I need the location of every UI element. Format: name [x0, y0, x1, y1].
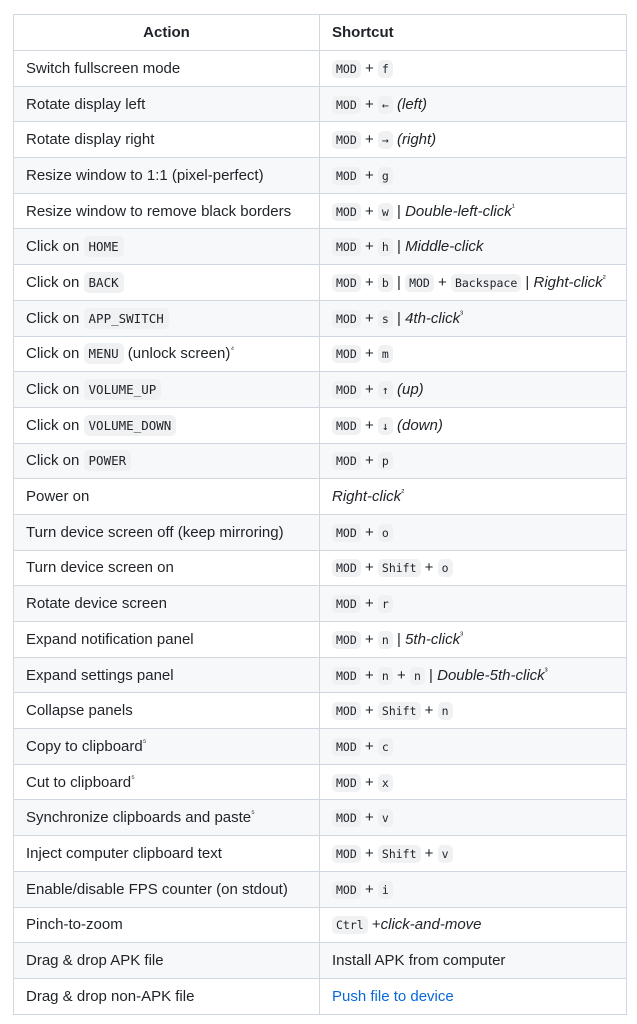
cell-text: +: [420, 844, 438, 862]
cell-text: Click on: [26, 309, 84, 327]
cell-text: +: [360, 809, 378, 827]
cell-text: Cut to clipboard: [26, 773, 132, 791]
table-row: [14, 229, 627, 265]
table-row: [14, 907, 627, 943]
key-code: MOD: [332, 167, 361, 185]
key-code: Shift: [378, 845, 421, 863]
shortcut-cell: [320, 800, 627, 836]
link[interactable]: Push file to device: [332, 987, 454, 1005]
table-row: [14, 943, 627, 979]
mouse-action-text: 4th-click: [405, 309, 461, 327]
key-code: b: [378, 274, 393, 292]
shortcut-cell: [320, 122, 627, 158]
key-code: c: [378, 738, 393, 756]
key-code: MOD: [332, 96, 361, 114]
cell-text: +: [360, 131, 378, 149]
mouse-action-text: Double-5th-click: [437, 666, 545, 684]
table-row: [14, 764, 627, 800]
key-code: MOD: [332, 809, 361, 827]
mouse-action-text: Middle-click: [405, 238, 484, 256]
cell-text: +: [360, 595, 378, 613]
table-row: [14, 800, 627, 836]
cell-text: +: [360, 666, 378, 684]
cell-text: +: [360, 416, 378, 434]
action-cell: [14, 907, 320, 943]
cell-text: Rotate device screen: [26, 595, 167, 613]
shortcut-cell: [320, 372, 627, 408]
table-row: [14, 443, 627, 479]
action-cell: [14, 514, 320, 550]
action-cell: [14, 479, 320, 515]
key-code: ↓: [378, 417, 393, 435]
key-code: MOD: [332, 131, 361, 149]
shortcut-cell: [320, 764, 627, 800]
cell-text: +: [420, 559, 438, 577]
action-cell: [14, 158, 320, 194]
cell-text: +: [360, 273, 378, 291]
shortcut-cell: [320, 407, 627, 443]
action-cell: [14, 693, 320, 729]
cell-text: +: [360, 95, 378, 113]
mouse-action-text: Right-click: [533, 273, 603, 291]
mouse-action-text: (right): [397, 131, 437, 149]
cell-text: Expand notification panel: [26, 630, 194, 648]
cell-text: Resize window to remove black borders: [26, 202, 292, 220]
cell-text: +: [392, 666, 410, 684]
cell-text: |: [392, 238, 406, 256]
shortcut-cell: [320, 514, 627, 550]
mouse-action-text: Double-left-click: [405, 202, 512, 220]
key-code: x: [378, 774, 393, 792]
cell-text: Install APK from computer: [332, 952, 506, 970]
key-code: MOD: [332, 203, 361, 221]
shortcut-cell: [320, 193, 627, 229]
key-code: w: [378, 203, 393, 221]
footnote-marker: ³: [544, 665, 548, 676]
key-code: MOD: [332, 60, 361, 78]
key-code: →: [378, 131, 393, 149]
action-cell: [14, 800, 320, 836]
action-cell: [14, 836, 320, 872]
key-code: MOD: [332, 702, 361, 720]
cell-text: +: [360, 737, 378, 755]
cell-text: +: [433, 273, 451, 291]
shortcut-cell: [320, 586, 627, 622]
key-code: VOLUME_DOWN: [84, 415, 177, 436]
cell-text: |: [392, 202, 406, 220]
table-row: [14, 978, 627, 1014]
shortcut-cell: [320, 657, 627, 693]
cell-text: Rotate display left: [26, 95, 146, 113]
cell-text: Pinch-to-zoom: [26, 916, 123, 934]
table-row: [14, 336, 627, 372]
key-code: VOLUME_UP: [84, 379, 162, 400]
mouse-action-text: Right-click: [332, 488, 402, 506]
key-code: MOD: [332, 345, 361, 363]
cell-text: Turn device screen off (keep mirroring): [26, 523, 284, 541]
shortcut-cell: [320, 265, 627, 301]
key-code: h: [378, 238, 393, 256]
key-code: MOD: [332, 631, 361, 649]
cell-text: |: [392, 273, 406, 291]
key-code: i: [378, 881, 393, 899]
shortcut-cell: [320, 479, 627, 515]
key-code: MOD: [332, 559, 361, 577]
key-code: n: [378, 667, 393, 685]
shortcut-cell: [320, 622, 627, 658]
key-code: f: [378, 60, 393, 78]
cell-text: Drag & drop non-APK file: [26, 987, 195, 1005]
action-cell: [14, 978, 320, 1014]
cell-text: Click on: [26, 238, 84, 256]
key-code: MOD: [332, 845, 361, 863]
table-row: [14, 657, 627, 693]
key-code: MOD: [332, 881, 361, 899]
cell-text: +: [360, 702, 378, 720]
key-code: o: [438, 559, 453, 577]
cell-text: Inject computer clipboard text: [26, 844, 222, 862]
key-code: v: [378, 809, 393, 827]
shortcut-cell: [320, 943, 627, 979]
cell-text: +: [360, 202, 378, 220]
mouse-action-text: (down): [397, 416, 443, 434]
key-code: o: [378, 524, 393, 542]
shortcut-cell: [320, 693, 627, 729]
footnote-marker: ²: [602, 272, 606, 283]
mouse-action-text: click-and-move: [380, 916, 482, 934]
key-code: p: [378, 452, 393, 470]
shortcut-cell: [320, 86, 627, 122]
key-code: Ctrl: [332, 916, 368, 934]
key-code: ↑: [378, 381, 393, 399]
table-row: [14, 729, 627, 765]
cell-text: Resize window to 1:1 (pixel-perfect): [26, 166, 264, 184]
action-cell: [14, 443, 320, 479]
key-code: g: [378, 167, 393, 185]
key-code: HOME: [84, 236, 124, 257]
cell-text: |: [392, 309, 406, 327]
table-row: [14, 193, 627, 229]
shortcut-cell: [320, 729, 627, 765]
cell-text: Copy to clipboard: [26, 737, 143, 755]
action-cell: [14, 407, 320, 443]
action-cell: [14, 729, 320, 765]
cell-text: +: [360, 773, 378, 791]
key-code: r: [378, 595, 393, 613]
cell-text: +: [367, 916, 381, 934]
mouse-action-text: 5th-click: [405, 630, 461, 648]
action-cell: [14, 193, 320, 229]
footnote-marker: ⁵: [131, 772, 135, 783]
action-cell: [14, 300, 320, 336]
key-code: MOD: [332, 310, 361, 328]
footnote-marker: ³: [460, 308, 464, 319]
table-row: [14, 122, 627, 158]
key-code: ←: [378, 96, 393, 114]
cell-text: +: [420, 702, 438, 720]
cell-text: Switch fullscreen mode: [26, 59, 181, 77]
cell-text: Click on: [26, 416, 84, 434]
table-row: [14, 51, 627, 87]
cell-text: +: [360, 844, 378, 862]
cell-text: Click on: [26, 452, 84, 470]
header-row: [14, 15, 627, 51]
action-cell: [14, 229, 320, 265]
key-code: POWER: [84, 450, 132, 471]
table-row: [14, 372, 627, 408]
action-cell: [14, 550, 320, 586]
table-row: [14, 550, 627, 586]
shortcut-cell: [320, 836, 627, 872]
shortcut-cell: [320, 871, 627, 907]
mouse-action-text: (left): [397, 95, 427, 113]
shortcut-cell: [320, 229, 627, 265]
key-code: MOD: [405, 274, 434, 292]
table-row: [14, 836, 627, 872]
shortcut-cell: [320, 443, 627, 479]
table-row: [14, 693, 627, 729]
action-cell: [14, 943, 320, 979]
table-row: [14, 514, 627, 550]
cell-text: Click on: [26, 381, 84, 399]
cell-text: +: [360, 309, 378, 327]
key-code: MOD: [332, 524, 361, 542]
shortcuts-table: [13, 14, 627, 1015]
cell-text: +: [360, 880, 378, 898]
key-code: MOD: [332, 774, 361, 792]
shortcut-cell: [320, 978, 627, 1014]
table-row: [14, 871, 627, 907]
key-code: n: [438, 702, 453, 720]
mouse-action-text: (up): [397, 381, 424, 399]
cell-text: Collapse panels: [26, 702, 133, 720]
action-cell: [14, 871, 320, 907]
table-row: [14, 86, 627, 122]
key-code: s: [378, 310, 393, 328]
key-code: v: [438, 845, 453, 863]
key-code: MOD: [332, 738, 361, 756]
cell-text: Power on: [26, 488, 90, 506]
shortcut-column-header: Shortcut: [320, 15, 627, 51]
cell-text: (unlock screen): [123, 345, 231, 363]
table-row: [14, 586, 627, 622]
cell-text: +: [360, 630, 378, 648]
cell-text: Rotate display right: [26, 131, 155, 149]
shortcut-cell: [320, 907, 627, 943]
cell-text: +: [360, 452, 378, 470]
key-code: APP_SWITCH: [84, 308, 169, 329]
key-code: Shift: [378, 559, 421, 577]
cell-text: Drag & drop APK file: [26, 952, 164, 970]
key-code: Backspace: [451, 274, 521, 292]
key-code: MOD: [332, 667, 361, 685]
action-cell: [14, 86, 320, 122]
key-code: MOD: [332, 595, 361, 613]
cell-text: +: [360, 559, 378, 577]
cell-text: |: [424, 666, 438, 684]
table-row: [14, 265, 627, 301]
key-code: MENU: [84, 343, 124, 364]
shortcut-cell: [320, 51, 627, 87]
shortcut-cell: [320, 550, 627, 586]
cell-text: Click on: [26, 273, 84, 291]
shortcut-cell: [320, 336, 627, 372]
action-cell: [14, 657, 320, 693]
cell-text: Click on: [26, 345, 84, 363]
key-code: MOD: [332, 452, 361, 470]
key-code: MOD: [332, 417, 361, 435]
cell-text: +: [360, 166, 378, 184]
key-code: n: [378, 631, 393, 649]
cell-text: |: [392, 630, 406, 648]
action-cell: [14, 265, 320, 301]
action-cell: [14, 586, 320, 622]
shortcut-cell: [320, 300, 627, 336]
footnote-marker: ³: [460, 629, 464, 640]
footnote-marker: ¹: [511, 201, 515, 212]
table-row: [14, 407, 627, 443]
key-code: Shift: [378, 702, 421, 720]
footnote-marker: ⁴: [230, 344, 235, 355]
key-code: n: [410, 667, 425, 685]
cell-text: Turn device screen on: [26, 559, 174, 577]
table-row: [14, 479, 627, 515]
key-code: MOD: [332, 274, 361, 292]
cell-text: +: [360, 238, 378, 256]
cell-text: +: [360, 523, 378, 541]
key-code: m: [378, 345, 393, 363]
footnote-marker: ²: [401, 487, 405, 498]
action-cell: [14, 122, 320, 158]
cell-text: Enable/disable FPS counter (on stdout): [26, 880, 288, 898]
footnote-marker: ⁵: [142, 736, 147, 747]
action-column-header: Action: [14, 15, 320, 51]
cell-text: +: [360, 381, 378, 399]
key-code: MOD: [332, 381, 361, 399]
key-code: BACK: [84, 272, 124, 293]
action-cell: [14, 622, 320, 658]
cell-text: +: [360, 345, 378, 363]
shortcut-cell: [320, 158, 627, 194]
cell-text: |: [521, 273, 534, 291]
cell-text: Expand settings panel: [26, 666, 174, 684]
key-code: MOD: [332, 238, 361, 256]
action-cell: [14, 336, 320, 372]
footnote-marker: ⁵: [251, 808, 255, 819]
cell-text: Synchronize clipboards and paste: [26, 809, 252, 827]
action-cell: [14, 764, 320, 800]
table-row: [14, 622, 627, 658]
action-cell: [14, 372, 320, 408]
table-row: [14, 300, 627, 336]
table-row: [14, 158, 627, 194]
cell-text: +: [360, 59, 378, 77]
action-cell: [14, 51, 320, 87]
